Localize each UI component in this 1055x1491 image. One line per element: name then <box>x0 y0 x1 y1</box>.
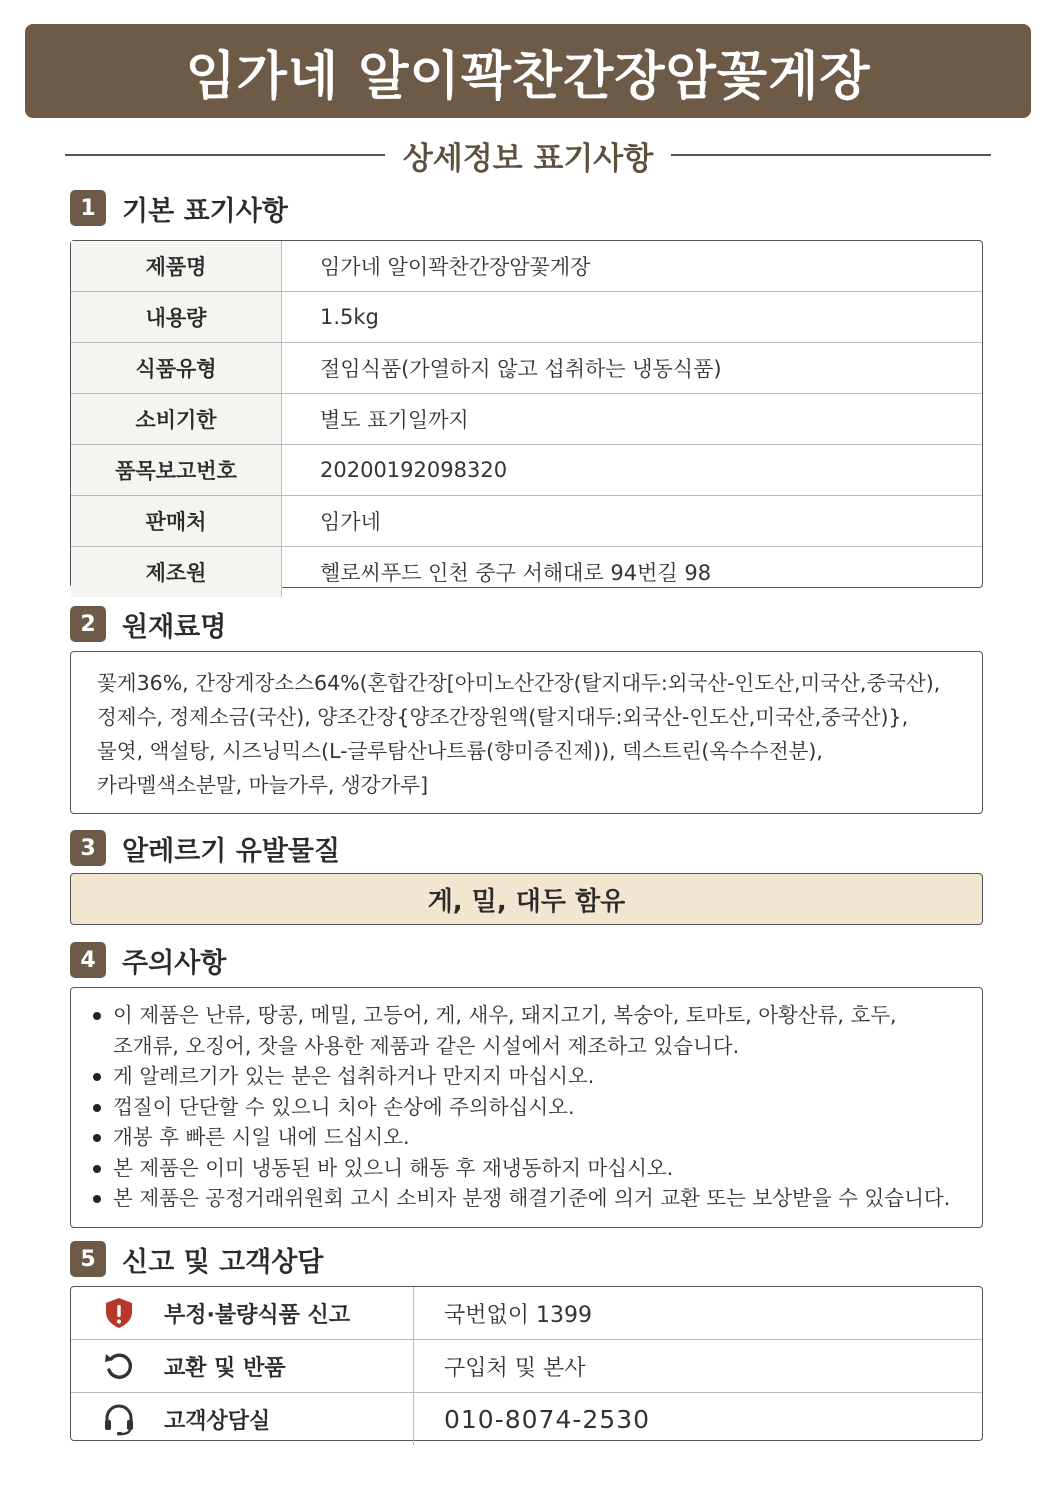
headset-icon <box>102 1402 136 1436</box>
row-label: 식품유형 <box>71 343 282 394</box>
section-allergy-header <box>70 830 340 866</box>
subtitle-line-left <box>65 154 385 156</box>
row-label: 제조원 <box>71 547 282 598</box>
caution-text: 이 제품은 난류, 땅콩, 메밀, 고등어, 게, 새우, 돼지고기, 복숭아, 토마토, 아황산류, 호두, <box>113 1003 897 1027</box>
caution-text: 본 제품은 이미 냉동된 바 있으니 해동 후 재냉동하지 마십시오. <box>113 1155 674 1180</box>
section-ingredients-header <box>70 606 226 642</box>
product-title-banner <box>25 24 1031 118</box>
contact-value: 구입처 및 본사 <box>414 1340 983 1393</box>
caution-text: 게 알레르기가 있는 분은 섭취하거나 만지지 마십시오. <box>113 1064 595 1088</box>
table-row <box>71 496 982 547</box>
section-number: 3 <box>70 830 106 866</box>
table-row <box>71 1340 982 1393</box>
row-label: 판매처 <box>71 496 282 547</box>
section-title: 주의사항 <box>122 947 227 979</box>
section-title: 원재료명 <box>122 611 227 643</box>
section-caution-header <box>70 942 226 978</box>
caution-item <box>93 1092 962 1123</box>
subtitle-row <box>65 130 991 180</box>
product-title: 임가네 알이꽉찬간장암꽃게장 <box>185 46 871 107</box>
ingredients-line: 꽃게36%, 간장게장소스64%(혼합간장[아미노산간장(탈지대두:외국산-인도산,미국산,중국산), <box>97 671 941 695</box>
table-row <box>71 394 982 445</box>
row-value: 1.5kg <box>282 292 983 343</box>
subtitle: 상세정보 표기사항 <box>402 140 654 177</box>
table-row <box>71 1393 982 1446</box>
table-row <box>71 445 982 496</box>
row-value: 20200192098320 <box>282 445 983 496</box>
ingredients-line: 카라멜색소분말, 마늘가루, 생강가루] <box>97 773 429 797</box>
contact-value: 국번없이 1399 <box>414 1287 983 1340</box>
shield-alert-icon <box>102 1296 136 1330</box>
row-value: 헬로씨푸드 인천 중구 서해대로 94번길 98 <box>320 561 712 585</box>
caution-text: 개봉 후 빠른 시일 내에 드십시오. <box>113 1125 410 1149</box>
table-row <box>71 343 982 394</box>
ingredients-line: 정제수, 정제소금(국산), 양조간장{양조간장원액(탈지대두:외국산-인도산,미국산,중국산)}, <box>97 705 909 729</box>
section-title: 알레르기 유발물질 <box>122 835 341 867</box>
row-value: 절임식품(가열하지 않고 섭취하는 냉동식품) <box>282 343 983 394</box>
basic-info-table <box>70 240 983 588</box>
caution-text-continued: 조개류, 오징어, 잣을 사용한 제품과 같은 시설에서 제조하고 있습니다. <box>113 1033 740 1058</box>
contact-value: 010-8074-2530 <box>444 1404 651 1434</box>
ingredients-line: 물엿, 액설탕, 시즈닝믹스(L-글루탐산나트륨(향미증진제)), 덱스트린(옥수수전분), <box>97 739 823 763</box>
contact-table <box>70 1286 983 1441</box>
row-label: 제품명 <box>71 241 282 292</box>
allergy-box <box>70 873 983 925</box>
contact-label: 교환 및 반품 <box>164 1355 286 1381</box>
caution-text: 껍질이 단단할 수 있으니 치아 손상에 주의하십시오. <box>113 1094 575 1119</box>
section-title: 기본 표기사항 <box>122 195 288 227</box>
caution-text: 본 제품은 공정거래위원회 고시 소비자 분쟁 해결기준에 의거 교환 또는 보상받을 수 있습니다. <box>113 1186 951 1210</box>
section-number: 4 <box>70 942 106 978</box>
caution-item <box>93 1122 962 1153</box>
contact-label: 고객상담실 <box>164 1408 271 1434</box>
table-row <box>71 241 982 292</box>
caution-item <box>93 1000 962 1061</box>
row-label: 품목보고번호 <box>71 445 282 496</box>
section-basic-header <box>70 190 288 226</box>
table-row <box>71 1287 982 1340</box>
allergy-text: 게, 밀, 대두 함유 <box>427 886 626 917</box>
row-label: 소비기한 <box>71 394 282 445</box>
contact-label: 부정·불량식품 신고 <box>164 1302 351 1328</box>
section-number: 5 <box>70 1241 106 1277</box>
ingredients-box <box>70 651 983 814</box>
row-value: 별도 표기일까지 <box>282 394 983 445</box>
caution-item <box>93 1153 962 1184</box>
caution-box <box>70 987 983 1228</box>
return-arrow-icon <box>102 1349 136 1383</box>
section-title: 신고 및 고객상담 <box>122 1246 324 1278</box>
row-label: 내용량 <box>71 292 282 343</box>
section-number: 2 <box>70 606 106 642</box>
row-value: 임가네 <box>282 496 983 547</box>
row-value: 임가네 알이꽉찬간장암꽃게장 <box>282 241 983 292</box>
table-row <box>71 292 982 343</box>
section-number: 1 <box>70 190 106 226</box>
table-row <box>71 547 982 598</box>
subtitle-line-right <box>671 154 991 156</box>
caution-item <box>93 1061 962 1092</box>
caution-item <box>93 1183 962 1214</box>
section-contact-header <box>70 1241 323 1277</box>
